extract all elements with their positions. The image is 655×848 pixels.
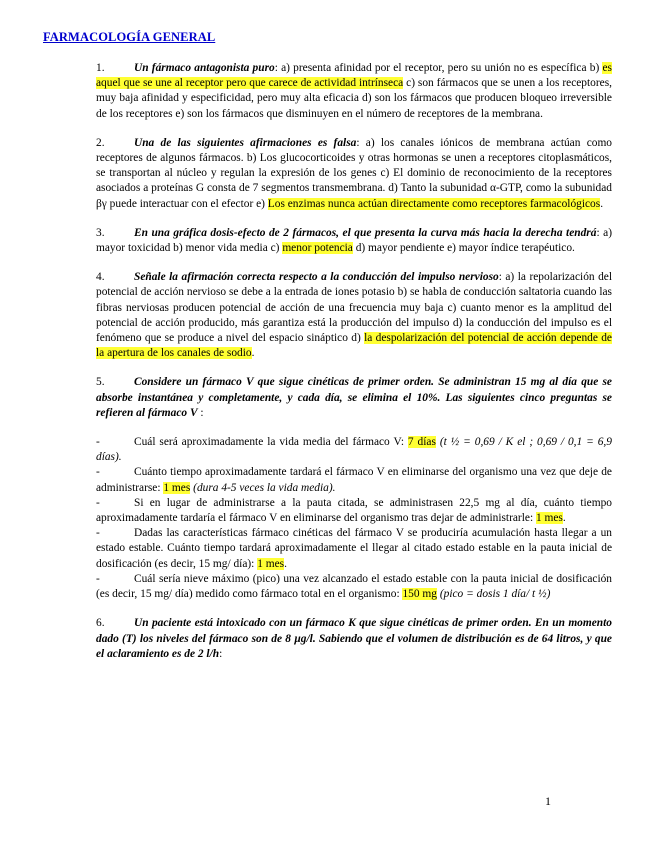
highlighted-answer: Los enzimas nunca actúan directamente como receptores farmacológicos <box>267 197 601 210</box>
sub-question-list <box>96 435 612 602</box>
bullet-dash: - <box>96 496 100 509</box>
item-text: Si en lugar de administrarse a la pauta citada, se administrasen 22,5 mg al día, cuánto tiempo aproximadamente tardaría el fármaco V en eliminarse del organismo tras dejar de administrarle: <box>96 496 612 525</box>
question-text: : <box>219 647 223 660</box>
item-text: . <box>562 512 566 525</box>
question-6 <box>96 616 612 662</box>
item-note: (t ½ = 0,69 / K el ; 0,69 / 0,1 = 6,9 días). <box>96 436 612 464</box>
question-stem: Un paciente está intoxicado con un fármaco K que sigue cinéticas de primer orden. En un momento dado (T) los niveles del fármaco son de 8 µg/l. Sabiendo que el volumen de distribución es de 64 litros, y que el aclaramiento es de 2 l/h <box>96 617 612 660</box>
document-title: FARMACOLOGÍA GENERAL <box>43 30 216 44</box>
item-text: Cuál será aproximadamente la vida media del fármaco V: <box>134 436 408 449</box>
document-content <box>96 61 612 676</box>
question-text: : a) mayor toxicidad b) menor vida media c) <box>96 226 612 255</box>
list-item <box>96 435 612 465</box>
question-stem: Una de las siguientes afirmaciones es falsa <box>134 136 357 149</box>
item-note: (dura 4-5 veces la vida media). <box>193 481 336 494</box>
question-text: d) mayor pendiente e) mayor índice terapéutico. <box>352 242 575 255</box>
list-item <box>96 572 612 602</box>
question-3 <box>96 226 612 256</box>
question-text: c) son fármacos que se unen a los receptores, muy baja afinidad y especificidad, pero muy alta eficacia d) son los fármacos que producen bloqueo irreversible de los receptores e) son los fármacos que disminuyen en el número de receptores de la membrana. <box>96 77 612 120</box>
question-stem: En una gráfica dosis-efecto de 2 fármacos, el que presenta la curva más hacia la derecha tendrá <box>134 226 597 239</box>
highlighted-answer: menor potencia <box>282 242 353 255</box>
question-1 <box>96 61 612 122</box>
highlighted-answer: 150 mg <box>402 588 437 601</box>
highlighted-answer: 1 mes <box>163 481 191 494</box>
question-text: : a) los canales iónicos de membrana actúan como receptores de algunos fármacos. b) Los glucocorticoides y otras hormonas se unen a receptores citoplasmáticos, se transportan al núcleo y regulan la expresión de los genes c) El dominio de reconocimiento de la receptores asociados a proteínas G consta de 7 segmentos transmembrana. d) Tanto la subunidad α-GTP, como la subunidad βγ puede interactuar con el efector e) <box>96 136 612 210</box>
bullet-dash: - <box>96 466 100 479</box>
question-text: : a) presenta afinidad por el receptor, pero su unión no es específica b) <box>274 62 603 74</box>
question-number: 2. <box>96 136 105 149</box>
list-item <box>96 496 612 526</box>
question-number: 3. <box>96 226 105 239</box>
item-text: . <box>284 557 287 570</box>
question-number: 1. <box>96 62 105 74</box>
question-5 <box>96 375 612 421</box>
question-stem: Considere un fármaco V que sigue cinéticas de primer orden. Se administran 15 mg al día que se absorbe instantánea y completamente, y cada día, se elimina el 10%. Las siguientes cinco preguntas se refieren al fármaco V <box>96 376 612 419</box>
question-2 <box>96 136 612 212</box>
question-stem: Un fármaco antagonista puro <box>134 62 275 74</box>
question-text: : <box>197 406 204 419</box>
page-number: 1 <box>545 794 551 808</box>
highlighted-answer: 1 mes <box>535 512 563 525</box>
question-text: . <box>251 347 255 360</box>
bullet-dash: - <box>96 527 100 540</box>
question-text: : a) la repolarización del potencial de acción nervioso se debe a la entrada de iones potasio b) se habla de conducción saltatoria cuando las fibras nerviosas producen potencial de acción de una frecuencia muy baja c) cuanto menor es la amplitud del potencial de acción producido, más garantiza está la producción del impulso d) la conducción del impulso es el fenómeno que se produce a nivel del espacio sináptico d) <box>96 271 612 345</box>
list-item <box>96 465 612 495</box>
highlighted-answer: la despolarización del potencial de acción depende de la apertura de los canales de sodio <box>96 332 612 360</box>
bullet-dash: - <box>96 572 100 585</box>
bullet-dash: - <box>96 436 100 449</box>
question-4 <box>96 270 612 361</box>
question-number: 5. <box>96 376 105 389</box>
question-text: . <box>600 197 604 210</box>
highlighted-answer: 7 días <box>407 436 436 449</box>
item-text: Cuál sería nieve máximo (pico) una vez alcanzado el estado estable con la pauta inicial de dosificación (es decir, 15 mg/ día) medido como fármaco total en el organismo: <box>96 572 612 601</box>
question-number: 4. <box>96 271 105 284</box>
item-text: Cuánto tiempo aproximadamente tardará el fármaco V en eliminarse del organismo una vez que deje de administrarse: <box>96 466 612 494</box>
list-item <box>96 526 612 572</box>
question-stem: Señale la afirmación correcta respecto a la conducción del impulso nervioso <box>134 271 499 284</box>
highlighted-answer: es aquel que se une al receptor pero que carece de actividad intrínseca <box>96 62 612 90</box>
question-number: 6. <box>96 617 105 630</box>
item-text: Dadas las características fármaco cinéticas del fármaco V se produciría acumulación hasta llegar a un estado estable. Cuánto tiempo tardará aproximadamente el llegar al citado estado estable en la pauta inicial de dosificación (es decir, 15 mg/ día): <box>96 527 612 570</box>
item-note: (pico = dosis 1 día/ t ½) <box>439 588 551 601</box>
highlighted-answer: 1 mes <box>257 557 285 570</box>
